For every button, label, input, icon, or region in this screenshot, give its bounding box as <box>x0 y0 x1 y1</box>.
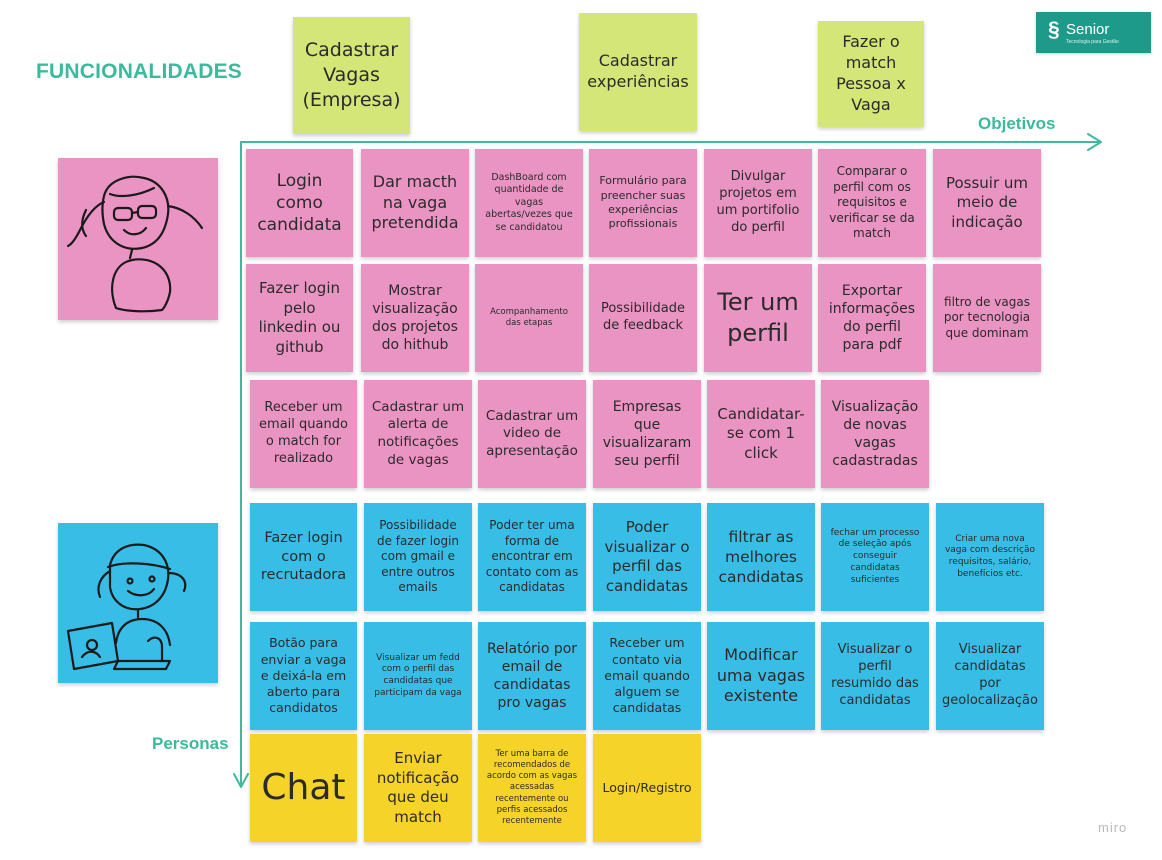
recruiter-note: Criar uma nova vaga com descrição requisitos, salário, benefícios etc. <box>936 503 1044 611</box>
recruiter-note: Poder ter uma forma de encontrar em contato com as candidatas <box>478 503 586 611</box>
candidate-note: Formulário para preencher suas experiências profissionais <box>589 149 697 257</box>
personas-label: Personas <box>152 734 229 753</box>
recruiter-note: Poder visualizar o perfil das candidatas <box>593 503 701 611</box>
logo-name: Senior <box>1066 21 1110 38</box>
candidate-note: Cadastrar um alerta de notificações de vagas <box>364 380 472 488</box>
candidate-note: Dar macth na vaga pretendida <box>361 149 469 257</box>
shared-note: Login/Registro <box>593 734 701 842</box>
shared-note: Enviar notificação que deu match <box>364 734 472 842</box>
recruiter-note: Botão para enviar a vaga e deixá-la em aberto para candidatos <box>250 622 357 730</box>
candidate-note: Acompanhamento das etapas <box>475 264 583 372</box>
recruiter-note: Relatório por email de candidatas pro vagas <box>478 622 586 730</box>
candidate-note: Mostrar visualização dos projetos do hithub <box>361 264 469 372</box>
candidate-note: Empresas que visualizaram seu perfil <box>593 380 701 488</box>
recruiter-note: Fazer login com o recrutadora <box>250 503 357 611</box>
candidate-note: Comparar o perfil com os requisitos e verificar se da match <box>818 149 926 257</box>
recruiter-note: Visualizar candidatas por geolocalização <box>936 622 1044 730</box>
recruiter-note: Visualizar o perfil resumido das candidatas <box>821 622 929 730</box>
objectives-label: Objetivos <box>978 114 1056 133</box>
candidate-note: Candidatar-se com 1 click <box>707 380 815 488</box>
recruiter-note: filtrar as melhores candidatas <box>707 503 815 611</box>
recruiter-note: Modificar uma vagas existente <box>707 622 815 730</box>
shared-note: Ter uma barra de recomendados de acordo com as vagas acessadas recentemente ou perfis acessados recentemente <box>478 734 586 842</box>
candidate-note: Exportar informações do perfil para pdf <box>818 264 926 372</box>
candidate-note: filtro de vagas por tecnologia que dominam <box>933 264 1041 372</box>
recruiter-note: Receber um contato via email quando alguem se candidatas <box>593 622 701 730</box>
objective-note: Cadastrar Vagas (Empresa) <box>293 17 410 134</box>
shared-note: Chat <box>250 734 357 842</box>
objective-note: Fazer o match Pessoa x Vaga <box>818 21 924 127</box>
candidate-persona <box>58 158 218 320</box>
candidate-note: Cadastrar um video de apresentação <box>478 380 586 488</box>
recruiter-note: Possibilidade de fazer login com gmail e entre outros emails <box>364 503 472 611</box>
page-title: FUNCIONALIDADES <box>36 60 242 83</box>
candidate-note: Possuir um meio de indicação <box>933 149 1041 257</box>
candidate-note: Fazer login pelo linkedin ou github <box>246 264 353 372</box>
candidate-note: Visualização de novas vagas cadastradas <box>821 380 929 488</box>
candidate-note: Possibilidade de feedback <box>589 264 697 372</box>
candidate-note: Ter um perfil <box>704 264 812 372</box>
recruiter-drawing-icon <box>58 523 218 683</box>
recruiter-note: Visualizar um fedd com o perfil das candidatas que participam da vaga <box>364 622 472 730</box>
miro-watermark: miro <box>1098 820 1128 835</box>
logo-tagline: Tecnologia para Gestão <box>1066 39 1119 45</box>
candidate-drawing-icon <box>58 158 218 320</box>
recruiter-persona <box>58 523 218 683</box>
candidate-note: Divulgar projetos em um portifolio do perfil <box>704 149 812 257</box>
objective-note: Cadastrar experiências <box>579 13 697 131</box>
recruiter-note: fechar um processo de seleção após conseguir candidatas suficientes <box>821 503 929 611</box>
senior-logo-icon: § <box>1048 18 1060 41</box>
candidate-note: DashBoard com quantidade de vagas abertas/vezes que se candidatou <box>475 149 583 257</box>
candidate-note: Receber um email quando o match for realizado <box>250 380 357 488</box>
candidate-note: Login como candidata <box>246 149 353 257</box>
